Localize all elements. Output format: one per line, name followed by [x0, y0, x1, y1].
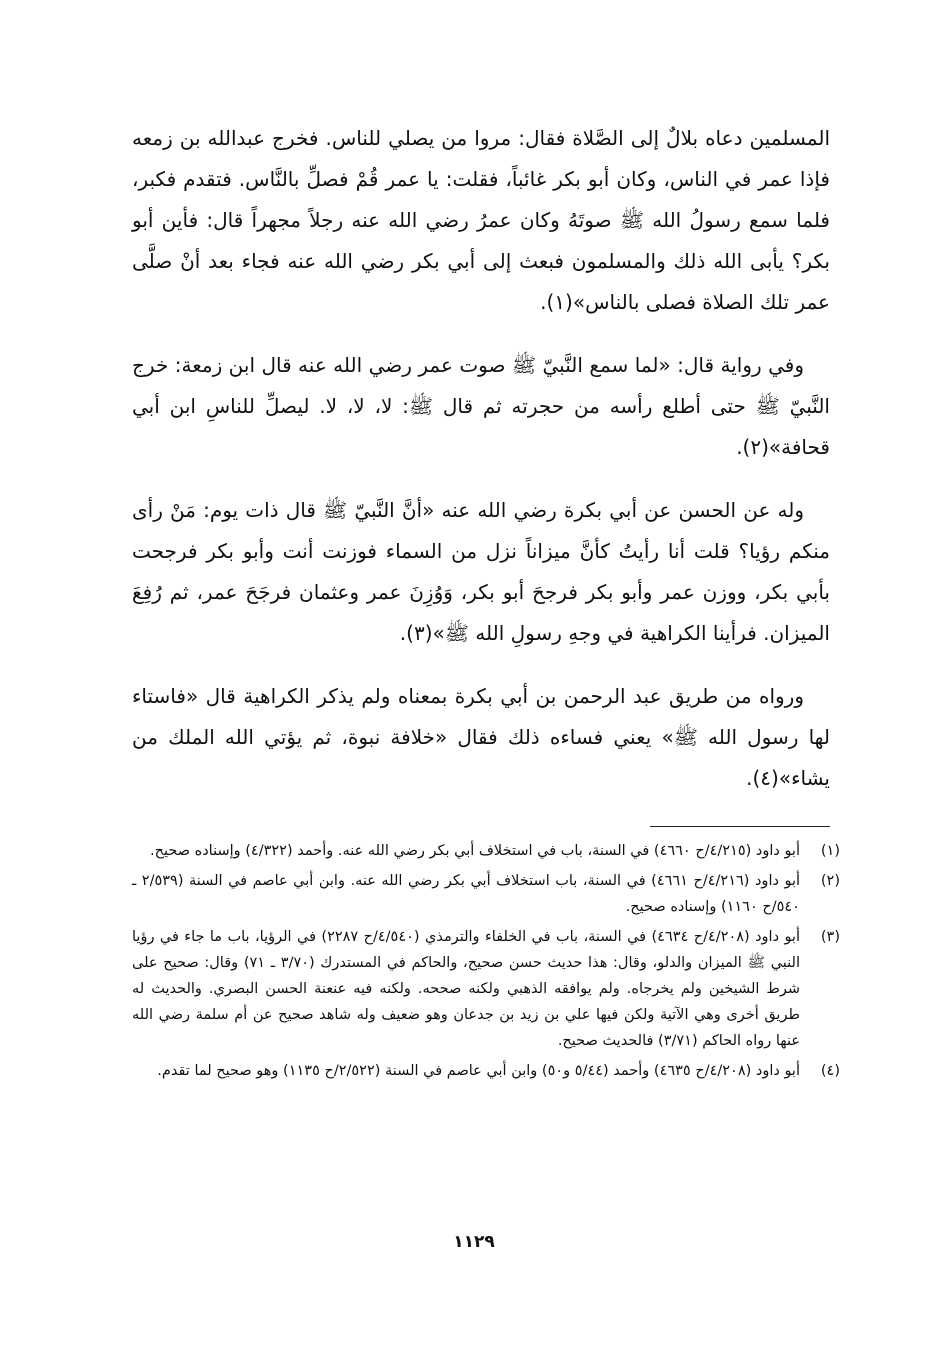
footnote-1: [132, 838, 840, 864]
footnote-4: [132, 1058, 840, 1084]
footnote-separator: [650, 826, 830, 827]
footnote-text: أبو داود (٤/٢٠٨/ح ٤٦٣٤) في السنة، باب في الخلفاء والترمذي (٤/٥٤٠/ح ٢٢٨٧) في الرؤيا، باب ما جاء في رؤيا النبي ﷺ الميزان والدلو، وقال: هذا حديث حسن صحيح، والحاكم في المستدرك (٣/٧٠ ـ ٧١) وقال: صحيح على شرط الشيخين ولم يخرجاه. ولم يوافقه الذهبي ولكنه صححه. ولكنه فيه عنعنة الحسن البصري. والحديث له طريق أخرى وهي الآتية ولكن فيها علي بن زيد بن جدعان وهو ضعيف وله شاهد صحيح عن أم سلمة رضي الله عنها رواه الحاكم (٣/٧١) فالحديث صحيح.: [132, 929, 801, 1049]
footnote-text: أبو داود (٤/٢١٦/ح ٤٦٦١) في السنة، باب استخلاف أبي بكر رضي الله عنه. وابن أبي عاصم في السنة (٢/٥٣٩ ـ ٥٤٠/ح ١١٦٠) وإسناده صحيح.: [132, 873, 801, 915]
paragraph-1: المسلمين دعاه بلالٌ إلى الصَّلاة فقال: مروا من يصلي للناس. فخرج عبدالله بن زمعه فإذا عمر في الناس، وكان أبو بكر غائباً، فقلت: يا عمر قُمْ فصلِّ بالنَّاس. فتقدم فكبر، فلما سمع رسولُ الله ﷺ صوتَهُ وكان عمرُ رضي الله عنه رجلاً مجهراً قال: فأين أبو بكر؟ يأبى الله ذلك والمسلمون فبعث إلى أبي بكر رضي الله عنه فجاء بعد أنْ صلَّى عمر تلك الصلاة فصلى بالناس»(١).: [132, 126, 830, 314]
footnote-text: أبو داود (٤/٢١٥/ح ٤٦٦٠) في السنة، باب في استخلاف أبي بكر رضي الله عنه. وأحمد (٤/٣٢٢) وإسناده صحيح.: [150, 843, 800, 859]
footnote-number: (١): [820, 843, 840, 859]
footnote-2: [132, 868, 840, 920]
page-number: ١١٢٩: [453, 1232, 495, 1252]
footnote-number: (٣): [820, 929, 840, 945]
paragraph-3: وله عن الحسن عن أبي بكرة رضي الله عنه «أنَّ النَّبيّ ﷺ قال ذات يوم: مَنْ رأى منكم رؤيا؟ قلت أنا رأيتُ كأنَّ ميزاناً نزل من السماء فوزنت أنت وأبو بكر فرجحت بأبي بكر، ووزن عمر وأبو بكر فرجحَ أبو بكر، وَوُزِنَ عمر وعثمان فرجَحَ عمر، ثم رُفِعَ الميزان. فرأينا الكراهية في وجهِ رسولِ الله ﷺ»(٣).: [132, 498, 830, 645]
paragraph-4: ورواه من طريق عبد الرحمن بن أبي بكرة بمعناه ولم يذكر الكراهية قال «فاستاء لها رسول الله ﷺ» يعني فساءه ذلك فقال «خلافة نبوة، ثم يؤتي الله الملك من يشاء»(٤).: [132, 684, 830, 790]
footnote-3: [132, 924, 840, 1054]
footnotes: [132, 838, 840, 1088]
paragraph-2: وفي رواية قال: «لما سمع النَّبيّ ﷺ صوت عمر رضي الله عنه قال ابن زمعة: خرج النَّبيّ ﷺ حتى أطلع رأسه من حجرته ثم قال ﷺ: لا، لا، لا. ليصلِّ للناسِ ابن أبي قحافة»(٢).: [132, 353, 830, 459]
main-text: [132, 118, 830, 821]
footnote-number: (٤): [820, 1063, 840, 1079]
footnote-text: أبو داود (٤/٢٠٨/ح ٤٦٣٥) وأحمد (٥/٤٤ و٥٠) وابن أبي عاصم في السنة (٢/٥٢٢/ح ١١٣٥) وهو صحيح لما تقدم.: [157, 1063, 800, 1079]
footnote-number: (٢): [820, 873, 840, 889]
